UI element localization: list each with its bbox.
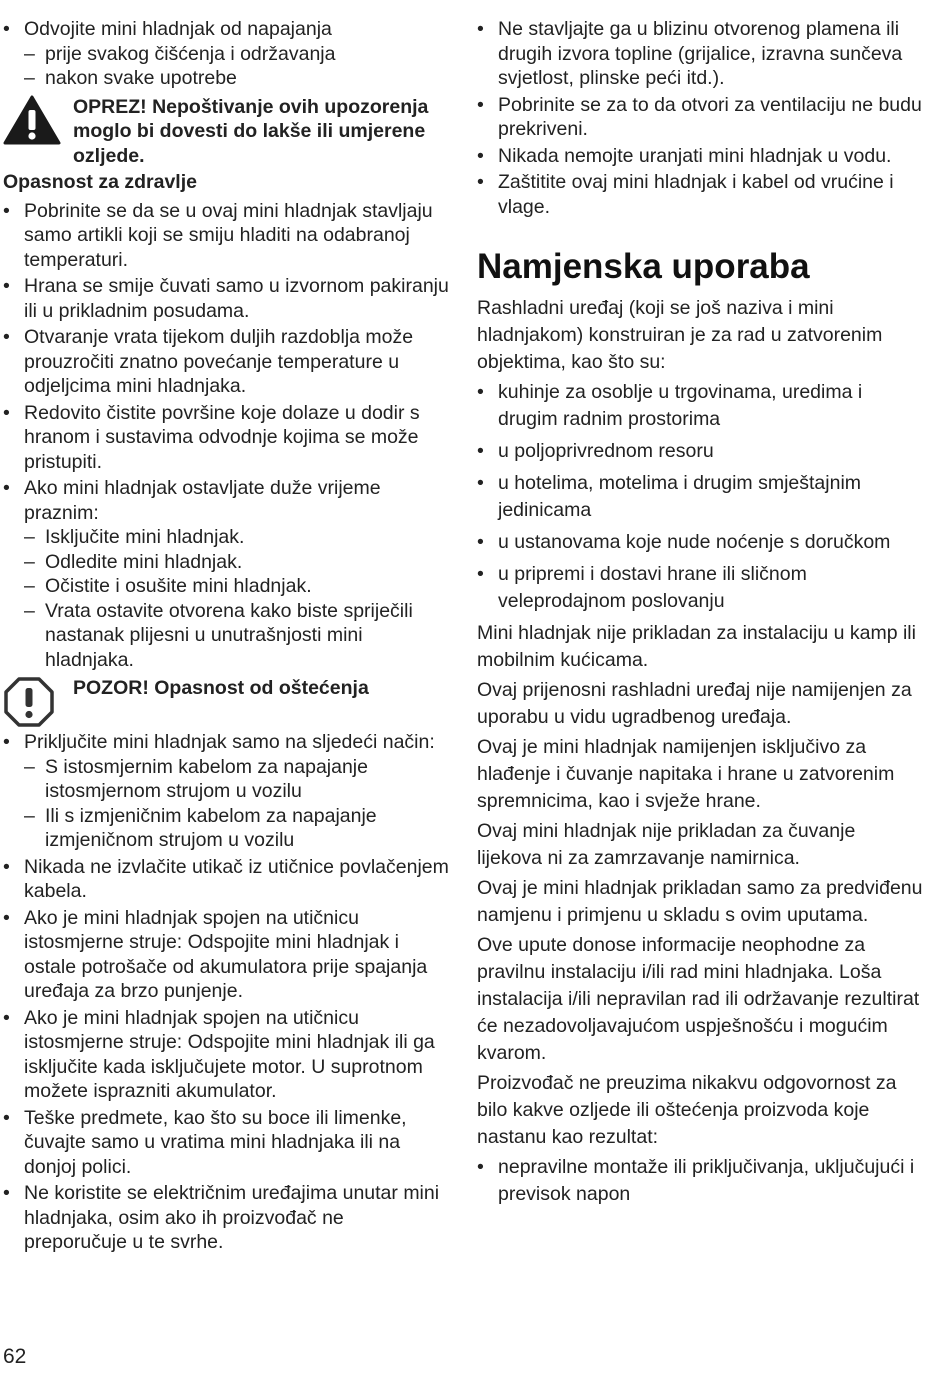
paragraph: Ove upute donose informacije neophodne za pravilnu instalaciju i/ili rad mini hladnjaka. Loša instalacija i/ili nepravilan rad ili održavanje rezultirat će nezadovoljavajućom uspješnošću i mogućim kvarom. bbox=[477, 934, 920, 1064]
use-list bbox=[477, 379, 925, 615]
sub-item: – Isključite mini hladnjak. bbox=[24, 525, 450, 550]
right-column bbox=[477, 17, 925, 1213]
intro-list bbox=[3, 17, 450, 91]
list-item: • Ako je mini hladnjak spojen na utičnicu istosmjerne struje: Odspojite mini hladnjak ili ga isključite kada isključujete motor. U suprotnom možete isprazniti akumulator. bbox=[3, 1006, 450, 1104]
paragraph: Ovaj prijenosni rashladni uređaj nije namijenjen za uporabu u vidu ugradbenog uređaja. bbox=[477, 679, 912, 728]
list-item: • Pobrinite se da se u ovaj mini hladnjak stavljaju samo artikli koji se smiju hladiti na odabranoj temperaturi. bbox=[3, 199, 450, 273]
list-item: • u pripremi i dostavi hrane ili sličnom veleprodajnom poslovanju bbox=[477, 561, 925, 615]
list-item: • Priključite mini hladnjak samo na sljedeći način: – S istosmjernim kabelom za napajanje istosmjernom strujom u vozilu – Ili s izmjeničnim kabelom za napajanje izmjeničnom strujom u vozilu bbox=[3, 730, 450, 853]
intro-paragraph: Rashladni uređaj (koji se još naziva i mini hladnjakom) konstruiran je za rad u zatvorenim objektima, kao što su: bbox=[477, 297, 883, 373]
list-item: • Teške predmete, kao što su boce ili limenke, čuvajte samo u vratima mini hladnjaka ili na donjoj polici. bbox=[3, 1106, 450, 1180]
caution-text: OPREZ! Nepoštivanje ovih upozorenja moglo bi dovesti do lakše ili umjerene ozljede. bbox=[73, 95, 429, 167]
list-item: • Ne koristite se električnim uređajima unutar mini hladnjaka, osim ako ih proizvođač ne preporučuje u te svrhe. bbox=[3, 1181, 450, 1255]
list-item: • u hotelima, motelima i drugim smještajnim jedinicama bbox=[477, 470, 925, 524]
list-item: • kuhinje za osoblje u trgovinama, uredima i drugim radnim prostorima bbox=[477, 379, 925, 433]
result-list bbox=[477, 1154, 925, 1208]
section-heading: Namjenska uporaba bbox=[477, 247, 810, 286]
notice-text: POZOR! Opasnost od oštećenja bbox=[73, 677, 369, 699]
list-item: • Nikada nemojte uranjati mini hladnjak u vodu. bbox=[477, 144, 925, 169]
sub-list bbox=[24, 755, 450, 853]
list-item: • Redovito čistite površine koje dolaze u dodir s hranom i sustavima odvodnje kojima se može pristupiti. bbox=[3, 401, 450, 475]
sub-list bbox=[24, 42, 450, 91]
sub-item: – Ili s izmjeničnim kabelom za napajanje izmjeničnom strujom u vozilu bbox=[24, 804, 450, 853]
page-number: 62 bbox=[3, 1345, 27, 1368]
sub-item: – Očistite i osušite mini hladnjak. bbox=[24, 574, 450, 599]
caution-block bbox=[3, 95, 450, 169]
damage-list bbox=[3, 730, 450, 1255]
paragraph: Ovaj je mini hladnjak namijenjen isključivo za hlađenje i čuvanje napitaka i hrane u zatvorenim spremnicima, kao i svježe hrane. bbox=[477, 736, 895, 812]
sub-list bbox=[24, 525, 450, 672]
list-item: • Ne stavljajte ga u blizinu otvorenog plamena ili drugih izvora topline (grijalice, izravna sunčeva svjetlost, plinske peći itd.). bbox=[477, 17, 925, 91]
list-item: • nepravilne montaže ili priključivanja, uključujući i previsok napon bbox=[477, 1154, 925, 1208]
health-list bbox=[3, 199, 450, 673]
list-item: • Pobrinite se za to da otvori za ventilaciju ne budu prekriveni. bbox=[477, 93, 925, 142]
paragraph: Mini hladnjak nije prikladan za instalaciju u kamp ili mobilnim kućicama. bbox=[477, 622, 916, 671]
octagon-exclamation-icon bbox=[3, 676, 55, 733]
list-item: • u poljoprivrednom resoru bbox=[477, 438, 925, 465]
list-item: • Ako mini hladnjak ostavljate duže vrijeme praznim: – Isključite mini hladnjak. – Odledite mini hladnjak. – Očistite i osušite mini hladnjak. – Vrata ostavite otvorena kako biste spriječili nastanak plijesni u unutrašnjosti mini hladnjaka. bbox=[3, 476, 450, 672]
paragraph: Ovaj mini hladnjak nije prikladan za čuvanje lijekova ni za zamrzavanje namirnica. bbox=[477, 820, 856, 869]
list-item: • Odvojite mini hladnjak od napajanja – prije svakog čišćenja i održavanja – nakon svake upotrebe bbox=[3, 17, 450, 91]
list-item: • Hrana se smije čuvati samo u izvornom pakiranju ili u prikladnim posudama. bbox=[3, 274, 450, 323]
list-item: • Otvaranje vrata tijekom duljih razdoblja može prouzročiti znatno povećanje temperature u odjeljcima mini hladnjaka. bbox=[3, 325, 450, 399]
list-item: • Zaštitite ovaj mini hladnjak i kabel od vrućine i vlage. bbox=[477, 170, 925, 219]
paragraph: Ovaj je mini hladnjak prikladan samo za predviđenu namjenu i primjenu u skladu s ovim uputama. bbox=[477, 877, 923, 926]
safety-list bbox=[477, 17, 925, 219]
sub-item: – nakon svake upotrebe bbox=[24, 66, 450, 91]
health-heading: Opasnost za zdravlje bbox=[3, 171, 197, 193]
left-column bbox=[3, 17, 450, 1257]
notice-block bbox=[3, 676, 450, 728]
warning-triangle-icon bbox=[3, 95, 61, 150]
list-item: • Nikada ne izvlačite utikač iz utičnice povlačenjem kabela. bbox=[3, 855, 450, 904]
sub-item: – S istosmjernim kabelom za napajanje istosmjernom strujom u vozilu bbox=[24, 755, 450, 804]
list-item: • u ustanovama koje nude noćenje s doručkom bbox=[477, 529, 925, 556]
sub-item: – Vrata ostavite otvorena kako biste spriječili nastanak plijesni u unutrašnjosti mini hladnjaka. bbox=[24, 599, 450, 673]
list-item: • Ako je mini hladnjak spojen na utičnicu istosmjerne struje: Odspojite mini hladnjak i ostale potrošače od akumulatora prije spajanja uređaja za brzo punjenje. bbox=[3, 906, 450, 1004]
sub-item: – Odledite mini hladnjak. bbox=[24, 550, 450, 575]
paragraph: Proizvođač ne preuzima nikakvu odgovornost za bilo kakve ozljede ili oštećenja proizvoda koje nastanu kao rezultat: bbox=[477, 1072, 897, 1148]
sub-item: – prije svakog čišćenja i održavanja bbox=[24, 42, 450, 67]
